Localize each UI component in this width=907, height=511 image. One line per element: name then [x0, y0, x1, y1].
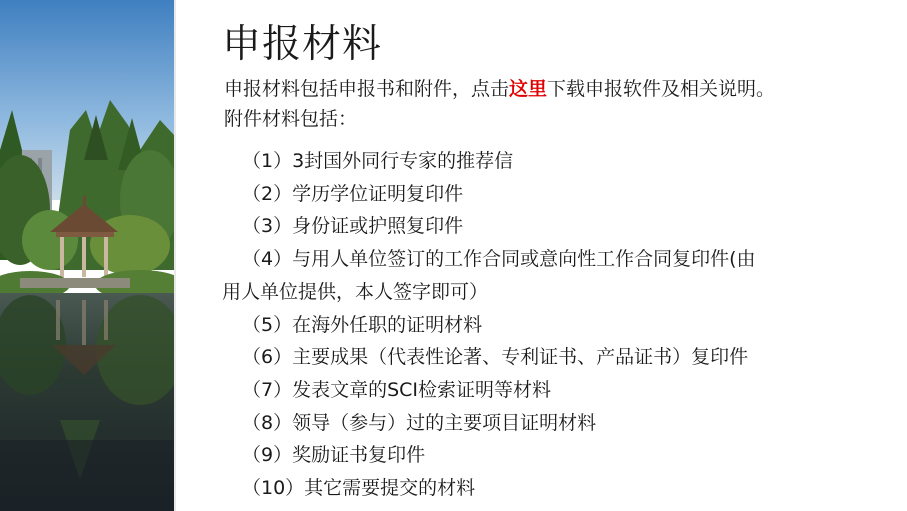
list-item: （9）奖励证书复印件: [242, 444, 426, 467]
campus-pavilion-photo: [0, 0, 174, 511]
list-item: （2）学历学位证明复印件: [242, 182, 464, 205]
panel-divider: [174, 0, 176, 511]
list-item: （1）3封国外同行专家的推荐信: [242, 150, 514, 172]
list-item: （5）在海外任职的证明材料: [242, 313, 483, 336]
list-item: （6）主要成果（代表性论著、专利证书、产品证书）复印件: [242, 346, 749, 369]
list-item: （3）身份证或护照复印件: [242, 215, 464, 238]
intro-text-before-link: 申报材料包括申报书和附件，点击: [224, 78, 510, 100]
intro-paragraph: [224, 74, 775, 134]
list-item: （8）领导（参与）过的主要项目证明材料: [242, 411, 597, 434]
list-item-text: （4）与用人单位签订的工作合同或意向性工作合同复印件(由: [242, 248, 756, 271]
intro-text-after-link: 下载申报软件及相关说明。: [547, 78, 776, 100]
list-item: [222, 243, 882, 308]
page-title: 申报材料: [222, 22, 383, 67]
intro-line-2: 附件材料包括：: [224, 108, 358, 130]
intro-line-1: [224, 74, 775, 104]
attachment-list: [222, 145, 882, 505]
list-item: （7）发表文章的SCI检索证明等材料: [242, 378, 552, 401]
download-link[interactable]: 这里: [509, 78, 548, 100]
list-item-continuation: 用人单位提供，本人签字即可）: [222, 280, 489, 303]
list-item: （10）其它需要提交的材料: [242, 477, 476, 500]
